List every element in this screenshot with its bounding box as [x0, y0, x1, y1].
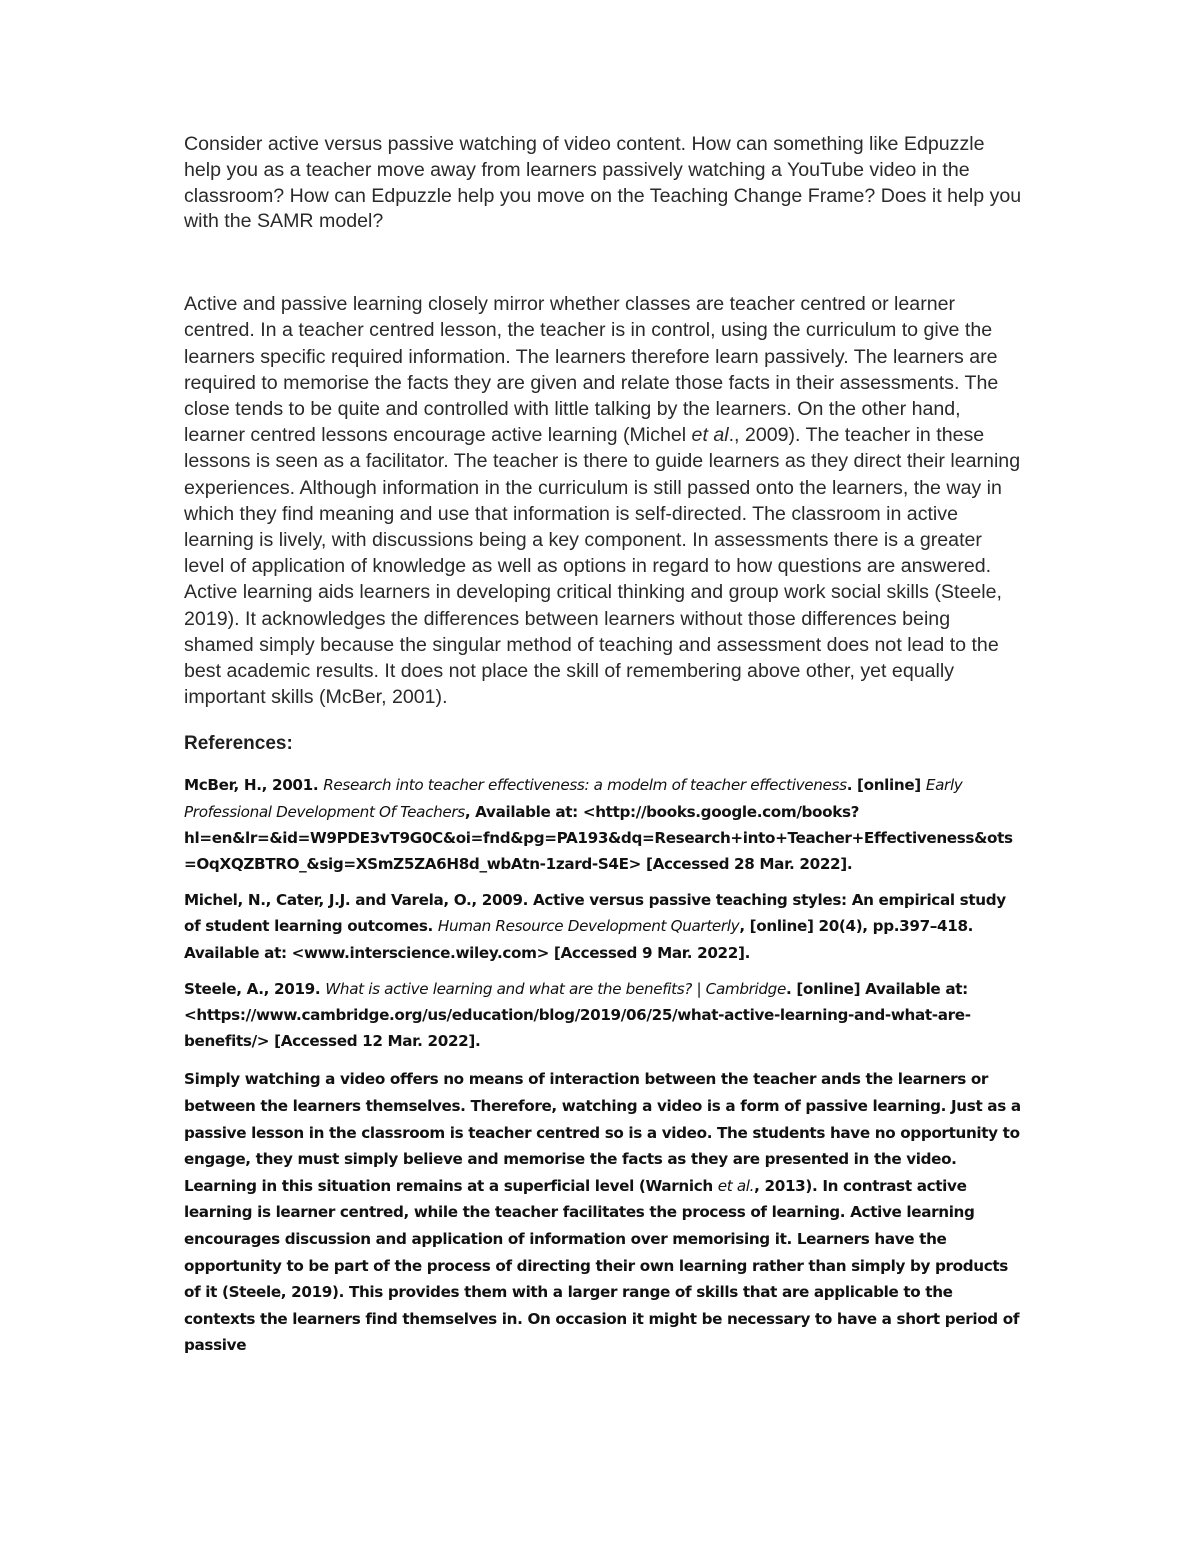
reference-michel: [184, 887, 1024, 966]
reference-source: Human Resource Development Quarterly: [437, 917, 740, 936]
question-paragraph: Consider active versus passive watching of video content. How can something like Edpuzzle help you as a teacher move away from learners passively watching a YouTube video in the classroom? How can Edpuzzle help you move on the Teaching Change Frame? Does it help you with the SAMR model?: [184, 133, 1022, 233]
closing-et-al: et al.: [717, 1176, 755, 1195]
answer-paragraph: [184, 291, 1024, 710]
answer-et-al: et al: [691, 424, 729, 447]
references-heading: References:: [184, 733, 293, 755]
reference-author: McBer, H., 2001.: [184, 776, 324, 795]
reference-title: Research into teacher effectiveness: a modelm of teacher effectiveness: [323, 776, 847, 795]
reference-after-title: . [online]: [846, 776, 926, 795]
reference-after-title: . [online] Available at: <https://www.cambridge.org/us/education/blog/2019/06/25/what-active-learning-and-what-are-benefits/> [Accessed 12 Mar. 2022].: [184, 979, 971, 1051]
closing-text-part2: , 2013). In contrast active learning is learner centred, while the teacher facilitates the process of learning. Active learning encourages discussion and application of information over memorising it. Learners have the opportunity to be part of the process of directing their own learning rather than simply by products of it (Steele, 2019). This provides them with a larger range of skills that are applicable to the contexts the learners find themselves in. On occasion it might be necessary to have a short period of passive: [184, 1176, 1020, 1355]
reference-author: Michel, N., Cater, J.J. and Varela, O., 2009.: [184, 891, 533, 910]
reference-author: Steele, A., 2019.: [184, 979, 326, 998]
reference-title: Active versus passive teaching styles: An empirical study of student learning outcomes: [184, 891, 1006, 936]
closing-paragraph: [184, 1066, 1024, 1359]
answer-text-part1: Active and passive learning closely mirror whether classes are teacher centred or learner centred. In a teacher centred lesson, the teacher is in control, using the curriculum to give the learners specific required information. The learners therefore learn passively. The learners are required to memorise the facts they are given and relate those facts in their assessments. The close tends to be quite and controlled with little talking by the learners. On the other hand, learner centred lessons encourage active learning (Michel: [184, 293, 999, 447]
document-content: [184, 132, 1024, 1359]
answer-text-part2: ., 2009). The teacher in these lessons is seen as a facilitator. The teacher is there to guide learners as they direct their learning experiences. Although information in the curriculum is still passed onto the learners, the way in which they find meaning and use that information is self-directed. The classroom in active learning is lively, with discussions being a key component. In assessments there is a greater level of application of knowledge as well as options in regard to how questions are answered. Active learning aids learners in developing critical thinking and group work social skills (Steele, 2019). It acknowledges the differences between learners without those differences being shamed simply because the singular method of teaching and assessment does not lead to the best academic results. It does not place the skill of remembering above other, yet equally important skills (McBer, 2001).: [184, 424, 1021, 709]
reference-after-title: .: [427, 917, 438, 936]
closing-text-part1: Simply watching a video offers no means of interaction between the teacher ands the learners or between the learners themselves. Therefore, watching a video is a form of passive learning. Just as a passive lesson in the classroom is teacher centred so is a video. The students have no opportunity to engage, they must simply believe and memorise the facts as they are presented in the video. Learning in this situation remains at a superficial level (Warnich: [184, 1070, 1021, 1195]
reference-title: What is active learning and what are the benefits? | Cambridge: [325, 979, 786, 998]
reference-mcber: [184, 772, 1024, 877]
reference-rest: , Available at: <http://books.google.com/books?hl=en&lr=&id=W9PDE3vT9G0C&oi=fnd&pg=PA193&dq=Research+into+Teacher+Effectiveness&ots=OqXQZBTRO_&sig=XSmZ5ZA6H8d_wbAtn-1zard-S4E> [Accessed 28 Mar. 2022].: [184, 802, 1013, 874]
reference-source: Early Professional Development Of Teachers: [184, 776, 963, 821]
reference-rest: , [online] 20(4), pp.397–418. Available at: <www.interscience.wiley.com> [Accessed 9 Mar. 2022].: [184, 917, 974, 962]
reference-steele: [184, 976, 1024, 1055]
